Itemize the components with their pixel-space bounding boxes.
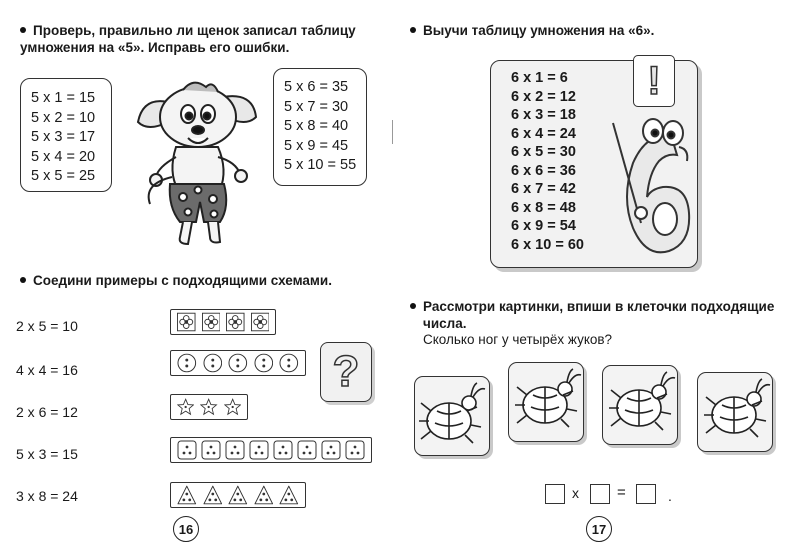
scheme-squares[interactable] — [170, 437, 372, 463]
two-dot-circle-icon — [254, 353, 274, 373]
question-mark-card — [320, 342, 372, 402]
equation: 5 x 5 = 25 — [31, 168, 96, 184]
equals-sign: = — [617, 484, 626, 501]
three-dot-triangle-icon — [254, 485, 274, 505]
equation: 5 x 10 = 55 — [284, 157, 357, 173]
answer-box-factor2[interactable] — [590, 484, 610, 504]
exclamation-mark: ! — [647, 58, 661, 103]
times5-box-right — [273, 68, 367, 186]
answer-box-product[interactable] — [636, 484, 656, 504]
task1-heading-line1: Проверь, правильно ли щенок записал таблицу — [33, 23, 356, 38]
page-number-17: 17 — [586, 516, 612, 542]
three-dot-square-icon — [201, 440, 221, 460]
beetle-icon — [603, 366, 677, 444]
equation: 5 x 8 = 40 — [284, 118, 349, 134]
task4-heading-line1: Рассмотри картинки, впиши в клеточки подходящие — [423, 299, 775, 314]
three-dot-square-icon — [297, 440, 317, 460]
flower-icon — [177, 312, 196, 332]
three-dot-triangle-icon — [177, 485, 197, 505]
task3-heading — [410, 22, 780, 39]
three-dot-square-icon — [345, 440, 365, 460]
task4-heading — [410, 298, 790, 332]
exclamation-tile — [633, 55, 675, 107]
equation: 5 x 6 = 35 — [284, 79, 349, 95]
beetle-card — [414, 376, 490, 456]
three-dot-square-icon — [225, 440, 245, 460]
equation: 5 x 2 = 10 — [31, 109, 96, 126]
match-example: 5 x 3 = 15 — [16, 446, 78, 462]
scheme-triangles[interactable] — [170, 482, 306, 508]
times6-row: 6 x 1 = 6 — [511, 70, 568, 86]
times-sign: x — [572, 485, 579, 501]
page-number-16: 16 — [173, 516, 199, 542]
three-dot-square-icon — [273, 440, 293, 460]
puppy-illustration — [128, 72, 268, 247]
beetle-card — [697, 372, 773, 452]
task3-heading-text: Выучи таблицу умножения на «6». — [423, 23, 655, 38]
three-dot-square-icon — [177, 440, 197, 460]
equation: 5 x 7 = 30 — [284, 98, 349, 115]
flower-icon — [226, 312, 245, 332]
two-dot-circle-icon — [279, 353, 299, 373]
equation: 5 x 9 = 45 — [284, 137, 349, 154]
times6-row: 6 x 2 = 12 — [511, 88, 576, 105]
two-dot-circle-icon — [177, 353, 197, 373]
task2-heading — [20, 272, 390, 289]
times6-row: 6 x 10 = 60 — [511, 236, 584, 253]
scheme-circles[interactable] — [170, 350, 306, 376]
task1-heading — [20, 22, 390, 56]
scheme-flowers[interactable] — [170, 309, 276, 335]
scheme-stars[interactable] — [170, 394, 248, 420]
three-dot-triangle-icon — [228, 485, 248, 505]
star-icon — [224, 397, 241, 417]
times6-row: 6 x 3 = 18 — [511, 107, 576, 123]
times6-row: 6 x 5 = 30 — [511, 144, 576, 160]
answer-box-factor1[interactable] — [545, 484, 565, 504]
times6-card — [490, 60, 698, 268]
match-example: 2 x 6 = 12 — [16, 404, 78, 420]
star-icon — [200, 397, 217, 417]
match-example: 4 x 4 = 16 — [16, 362, 78, 378]
three-dot-triangle-icon — [203, 485, 223, 505]
beetle-icon — [698, 373, 772, 451]
match-example: 2 x 5 = 10 — [16, 318, 78, 334]
page-spine — [392, 120, 393, 144]
three-dot-triangle-icon — [279, 485, 299, 505]
beetle-card — [602, 365, 678, 445]
task4-heading-line2: числа. — [423, 316, 467, 331]
times6-row: 6 x 7 = 42 — [511, 181, 576, 197]
task4-question: Сколько ног у четырёх жуков? — [423, 332, 613, 347]
six-character-illustration — [611, 113, 697, 263]
match-example: 3 x 8 = 24 — [16, 488, 78, 504]
task1-heading-line2: умножения на «5». Исправь его ошибки. — [20, 40, 290, 55]
times5-box-left — [20, 78, 112, 192]
equation: 5 x 3 = 17 — [31, 129, 96, 145]
equation: 5 x 1 = 15 — [31, 90, 96, 106]
three-dot-square-icon — [249, 440, 269, 460]
equation: 5 x 4 = 20 — [31, 148, 96, 165]
times6-row: 6 x 8 = 48 — [511, 199, 576, 216]
bullet-icon — [410, 303, 416, 309]
period-mark: . — [668, 488, 672, 504]
two-dot-circle-icon — [203, 353, 223, 373]
question-mark: ? — [332, 347, 360, 396]
beetle-card — [508, 362, 584, 442]
task2-heading-text: Соедини примеры с подходящими схемами. — [33, 273, 332, 288]
flower-icon — [202, 312, 221, 332]
beetle-icon — [415, 377, 489, 455]
star-icon — [177, 397, 194, 417]
bullet-icon — [20, 27, 26, 33]
flower-icon — [251, 312, 270, 332]
beetle-icon — [509, 363, 583, 441]
bullet-icon — [410, 27, 416, 33]
times6-row: 6 x 9 = 54 — [511, 218, 576, 234]
two-dot-circle-icon — [228, 353, 248, 373]
three-dot-square-icon — [321, 440, 341, 460]
times6-row: 6 x 4 = 24 — [511, 125, 576, 142]
bullet-icon — [20, 277, 26, 283]
times6-row: 6 x 6 = 36 — [511, 162, 576, 179]
